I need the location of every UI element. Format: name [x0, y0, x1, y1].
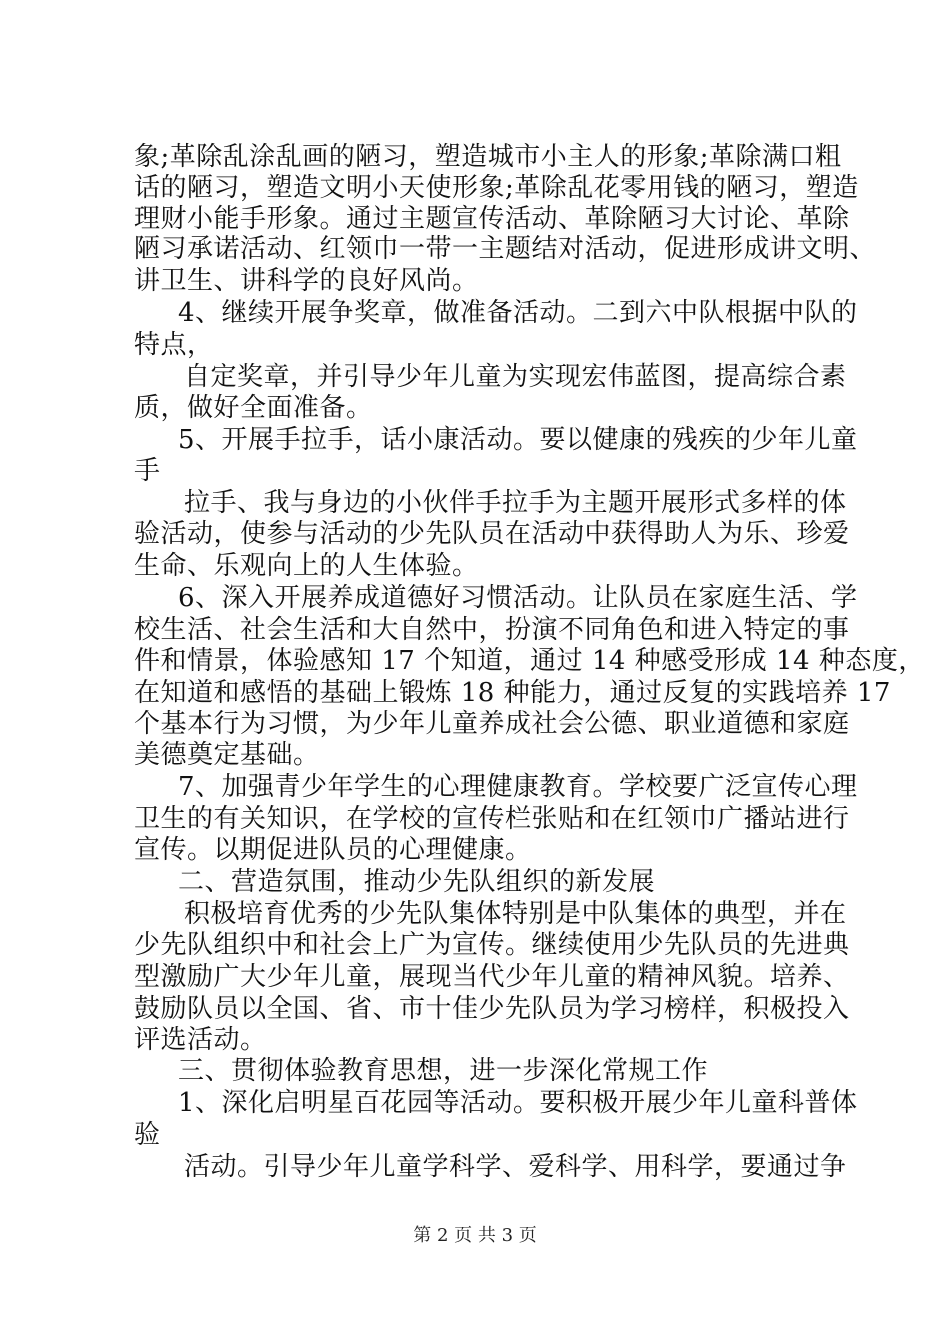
text-line: 在知道和感悟的基础上锻炼 18 种能力，通过反复的实践培养 17 — [134, 677, 891, 708]
text-line: 宣传。以期促进队员的心理健康。 — [134, 835, 532, 866]
text-line: 陋习承诺活动、红领巾一带一主题结对活动，促进形成讲文明、 — [134, 234, 877, 265]
text-line: 话的陋习，塑造文明小天使形象;革除乱花零用钱的陋习，塑造 — [134, 173, 859, 204]
text-line: 评选活动。 — [134, 1024, 267, 1055]
text-line: 象;革除乱涂乱画的陋习，塑造城市小主人的形象;革除满口粗 — [134, 142, 842, 172]
text-line: 6、深入开展养成道德好习惯活动。让队员在家庭生活、学 — [178, 582, 858, 613]
text-line: 验活动，使参与活动的少先队员在活动中获得助人为乐、珍爱 — [134, 519, 850, 550]
text-line: 验 — [134, 1120, 161, 1151]
text-line: 质，做好全面准备。 — [134, 392, 373, 423]
text-line: 少先队组织中和社会上广为宣传。继续使用少先队员的先进典 — [134, 929, 850, 960]
text-line: 美德奠定基础。 — [134, 740, 320, 771]
text-line: 活动。引导少年儿童学科学、爱科学、用科学，要通过争 — [184, 1152, 847, 1182]
text-line: 校生活、社会生活和大自然中，扮演不同角色和进入特定的事 — [134, 614, 850, 645]
text-line: 7、加强青少年学生的心理健康教育。学校要广泛宣传心理 — [178, 772, 858, 803]
text-line: 生命、乐观向上的人生体验。 — [134, 551, 479, 582]
text-line: 1、深化启明星百花园等活动。要积极开展少年儿童科普体 — [178, 1088, 858, 1119]
text-line: 特点， — [134, 329, 214, 360]
text-line: 5、开展手拉手，话小康活动。要以健康的残疾的少年儿童 — [178, 424, 858, 455]
page-number: 第 2 页 共 3 页 — [413, 1225, 537, 1246]
text-line: 积极培育优秀的少先队集体特别是中队集体的典型，并在 — [184, 898, 847, 929]
text-line: 4、继续开展争奖章，做准备活动。二到六中队根据中队的 — [178, 297, 858, 328]
text-line: 鼓励队员以全国、省、市十佳少先队员为学习榜样，积极投入 — [134, 993, 850, 1024]
section-heading: 二、营造氛围，推动少先队组织的新发展 — [178, 867, 656, 898]
text-line: 自定奖章，并引导少年儿童为实现宏伟蓝图，提高综合素 — [184, 361, 847, 392]
text-line: 卫生的有关知识，在学校的宣传栏张贴和在红领巾广播站进行 — [134, 804, 850, 835]
text-line: 个基本行为习惯，为少年儿童养成社会公德、职业道德和家庭 — [134, 709, 850, 740]
section-heading: 三、贯彻体验教育思想，进一步深化常规工作 — [178, 1056, 709, 1087]
text-line: 讲卫生、讲科学的良好风尚。 — [134, 266, 479, 297]
text-line: 手 — [134, 456, 161, 487]
text-line: 拉手、我与身边的小伙伴手拉手为主题开展形式多样的体 — [184, 488, 847, 519]
text-line: 型激励广大少年儿童，展现当代少年儿童的精神风貌。培养、 — [134, 961, 850, 992]
text-line: 理财小能手形象。通过主题宣传活动、革除陋习大讨论、革除 — [134, 204, 850, 235]
text-line: 件和情景，体验感知 17 个知道，通过 14 种感受形成 14 种态度， — [134, 645, 925, 676]
